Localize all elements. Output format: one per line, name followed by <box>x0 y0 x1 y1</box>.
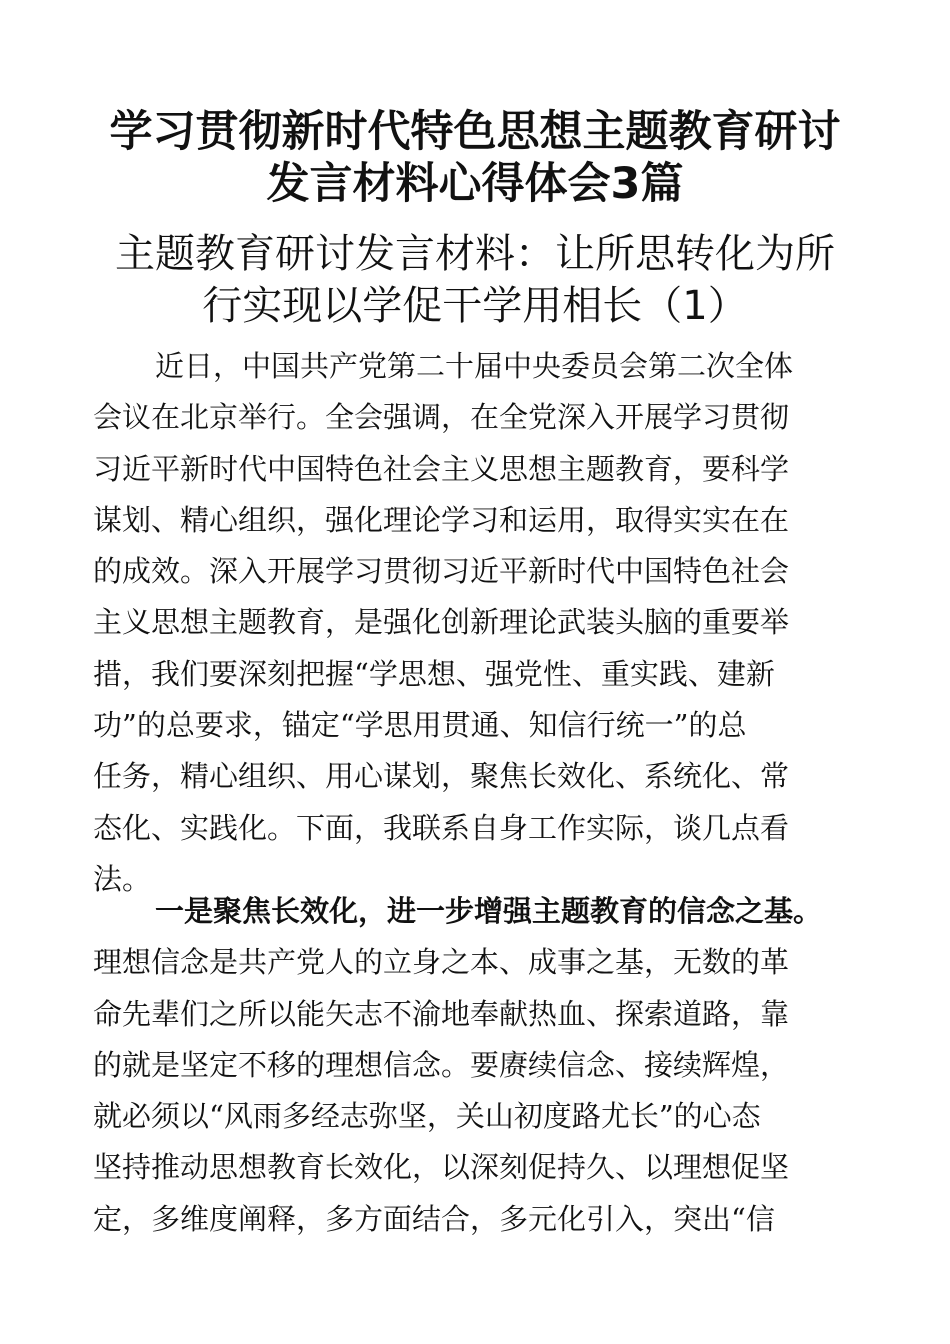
paragraph-heading: 一是聚焦长效化，进一步增强主题教育的信念之基。 <box>155 894 823 928</box>
paragraph-line: 任务，精心组织、用心谋划，聚焦长效化、系统化、常 <box>93 759 790 794</box>
paragraph-line: 定，多维度阐释，多方面结合，多元化引入，突出“信 <box>93 1201 775 1236</box>
paragraph-line: 就必须以“风雨多经志弥坚，关山初度路尤长”的心态 <box>93 1099 761 1134</box>
paragraph-line: 理想信念是共产党人的立身之本、成事之基，无数的革 <box>93 945 790 980</box>
paragraph-line: 会议在北京举行。全会强调，在全党深入开展学习贯彻 <box>93 400 790 435</box>
paragraph-line: 措，我们要深刻把握“学思想、强党性、重实践、建新 <box>93 656 775 691</box>
paragraph-line: 命先辈们之所以能矢志不渝地奉献热血、探索道路，靠 <box>93 996 790 1031</box>
body-paragraph-intro <box>93 341 863 905</box>
paragraph-line: 的成效。深入开展学习贯彻习近平新时代中国特色社会 <box>93 554 790 589</box>
paragraph-line: 态化、实践化。下面，我联系自身工作实际，谈几点看 <box>93 810 790 845</box>
document-title-line-2: 发言材料心得体会3篇 <box>266 159 684 209</box>
paragraph-line: 习近平新时代中国特色社会主义思想主题教育，要科学 <box>93 451 790 486</box>
paragraph-line: 谋划、精心组织，强化理论学习和运用，取得实实在在 <box>93 502 790 537</box>
paragraph-line: 法。 <box>93 861 152 896</box>
paragraph-line: 的就是坚定不移的理想信念。要赓续信念、接续辉煌， <box>93 1047 790 1082</box>
section-title-line-2: 行实现以学促干学用相长（1） <box>202 283 748 329</box>
section-title-line-1: 主题教育研讨发言材料：让所思转化为所 <box>115 231 835 277</box>
body-paragraph-point-one <box>93 886 863 1245</box>
paragraph-line: 主义思想主题教育，是强化创新理论武装头脑的重要举 <box>93 605 790 640</box>
paragraph-line: 坚持推动思想教育长效化，以深刻促持久、以理想促坚 <box>93 1150 790 1185</box>
paragraph-line: 近日，中国共产党第二十届中央委员会第二次全体 <box>155 349 794 383</box>
document-title-line-1: 学习贯彻新时代特色思想主题教育研讨 <box>109 107 841 157</box>
paragraph-line: 功”的总要求，锚定“学思用贯通、知信行统一”的总 <box>93 708 747 743</box>
